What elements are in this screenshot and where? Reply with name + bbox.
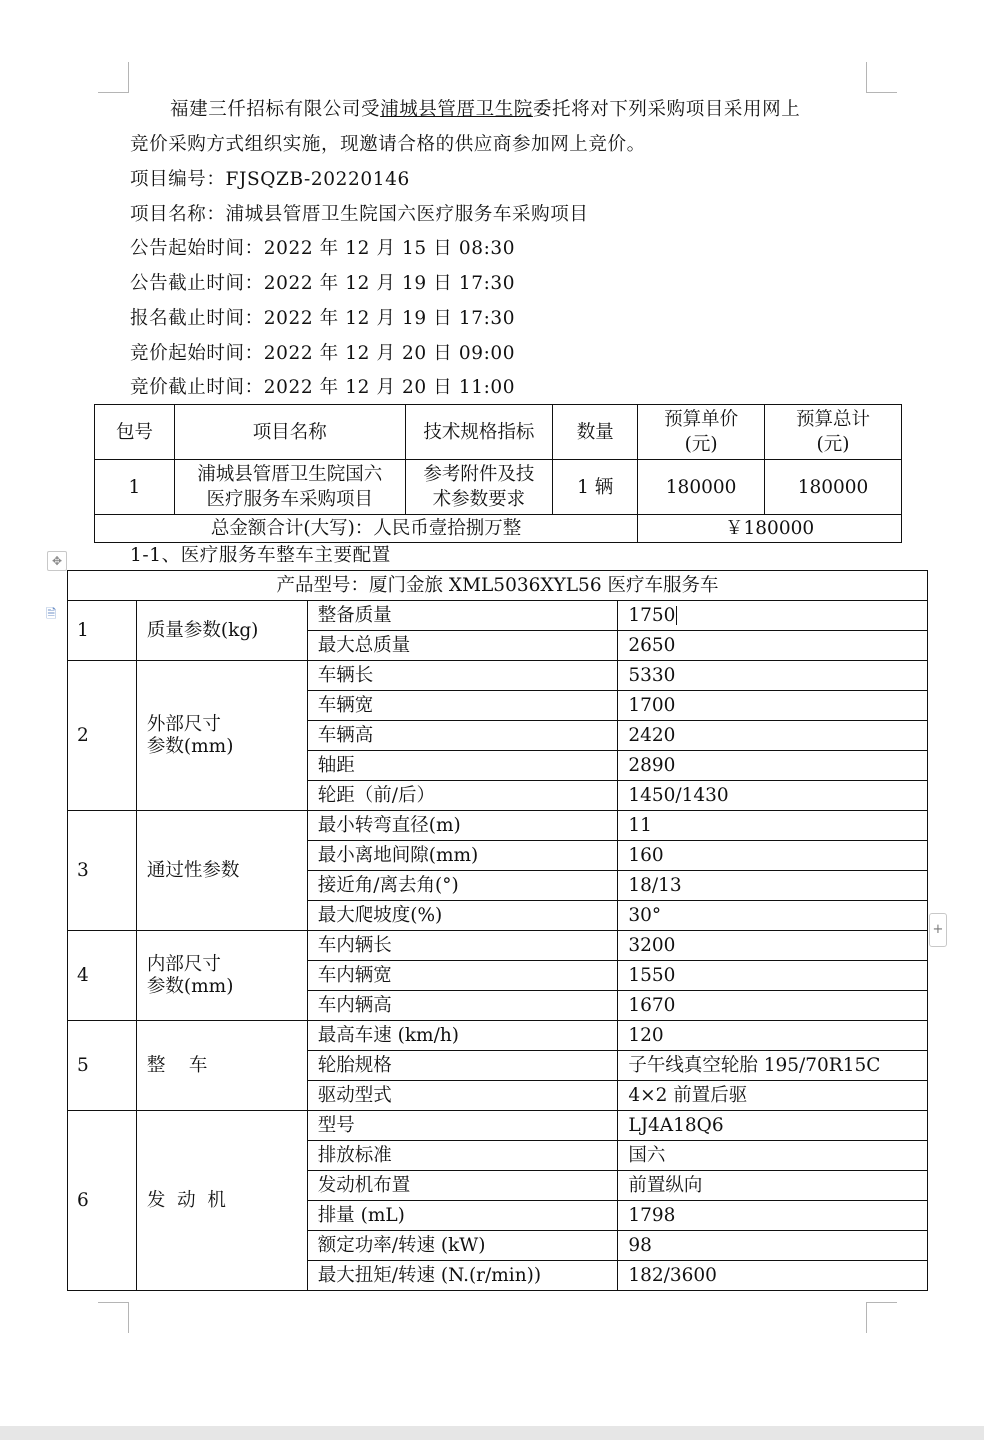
param-value: 182/3600 [618, 1261, 928, 1291]
param-value: 5330 [618, 661, 928, 691]
header-total [765, 405, 902, 460]
param-name: 车内辆宽 [307, 961, 618, 991]
notice-start-line [130, 238, 515, 260]
bid-end-line [130, 377, 515, 399]
param-name: 轮胎规格 [307, 1051, 618, 1081]
header-unit-price [638, 405, 765, 460]
table-row [68, 931, 928, 961]
field-label: 公告起始时间： [130, 238, 264, 259]
field-label: 竞价起始时间： [130, 343, 264, 364]
param-value[interactable] [618, 601, 928, 631]
param-name: 最大扭矩/转速 (N.(r/min)) [307, 1261, 618, 1291]
param-value: 18/13 [618, 871, 928, 901]
param-value: 前置纵向 [618, 1171, 928, 1201]
row-project-name [174, 460, 405, 515]
group-name: 发 动 机 [136, 1111, 307, 1291]
group-number: 2 [68, 661, 137, 811]
page-bottom-strip [0, 1426, 984, 1440]
group-name: 通过性参数 [136, 811, 307, 931]
param-name: 发动机布置 [307, 1171, 618, 1201]
group-number: 3 [68, 811, 137, 931]
header-total-l1: 预算总计 [796, 409, 871, 430]
config-table [67, 570, 928, 1291]
bid-table-header [95, 405, 902, 460]
param-value: 11 [618, 811, 928, 841]
table-row [68, 1021, 928, 1051]
row-project-name-l1: 浦城县管厝卫生院国六 [197, 464, 383, 485]
param-value: 120 [618, 1021, 928, 1051]
field-value: 2022 年 12 月 20 日 11:00 [263, 377, 516, 398]
bid-table-row [95, 460, 902, 515]
intro-line-1 [170, 99, 800, 121]
field-label: 竞价截止时间： [130, 377, 264, 398]
field-value: 2022 年 12 月 19 日 17:30 [263, 308, 516, 329]
page-corner-top-left [98, 62, 129, 93]
field-label: 项目名称： [130, 204, 226, 225]
param-value: LJ4A18Q6 [618, 1111, 928, 1141]
field-value: FJSQZB-20220146 [225, 169, 410, 190]
row-total: 180000 [765, 460, 902, 515]
header-package-no: 包号 [95, 405, 175, 460]
param-value: 国六 [618, 1141, 928, 1171]
header-unit-price-l2: (元) [684, 434, 718, 455]
field-label: 项目编号： [130, 169, 226, 190]
param-name: 车辆宽 [307, 691, 618, 721]
field-value: 2022 年 12 月 15 日 08:30 [263, 238, 516, 259]
row-spec [405, 460, 553, 515]
total-label: 总金额合计(大写)：人民币壹拾捌万整 [95, 515, 638, 543]
intro-suffix: 委托将对下列采购项目采用网上 [532, 99, 801, 120]
field-value: 2022 年 12 月 20 日 09:00 [263, 343, 516, 364]
param-value: 1550 [618, 961, 928, 991]
header-project-name: 项目名称 [174, 405, 405, 460]
param-value: 2420 [618, 721, 928, 751]
product-model: 产品型号：厦门金旅 XML5036XYL56 医疗车服务车 [68, 571, 928, 601]
header-quantity: 数量 [553, 405, 638, 460]
group-number: 6 [68, 1111, 137, 1291]
param-value: 1670 [618, 991, 928, 1021]
group-number: 4 [68, 931, 137, 1021]
param-name: 最大总质量 [307, 631, 618, 661]
param-name: 车内辆高 [307, 991, 618, 1021]
group-number: 5 [68, 1021, 137, 1111]
param-name: 排量 (mL) [307, 1201, 618, 1231]
row-spec-l1: 参考附件及技 [423, 464, 535, 485]
header-total-l2: (元) [816, 434, 850, 455]
param-name: 车辆长 [307, 661, 618, 691]
param-value: 30° [618, 901, 928, 931]
param-value: 1700 [618, 691, 928, 721]
param-name: 最大爬坡度(%) [307, 901, 618, 931]
group-name [136, 931, 307, 1021]
param-value: 3200 [618, 931, 928, 961]
signup-end-line [130, 308, 515, 330]
page-corner-top-right [866, 62, 897, 93]
total-value: ￥180000 [638, 515, 902, 543]
project-name-line [130, 204, 588, 226]
param-value: 1798 [618, 1201, 928, 1231]
document-icon[interactable]: 🗎 [46, 607, 57, 622]
group-name: 质量参数(kg) [136, 601, 307, 661]
text-cursor [676, 606, 677, 625]
param-name: 排放标准 [307, 1141, 618, 1171]
table-row [68, 1111, 928, 1141]
param-name: 轴距 [307, 751, 618, 781]
param-name: 车辆高 [307, 721, 618, 751]
param-name: 轮距（前/后） [307, 781, 618, 811]
group-name: 整 车 [136, 1021, 307, 1111]
group-name-l1: 内部尺寸 [146, 953, 221, 975]
field-label: 报名截止时间： [130, 308, 264, 329]
field-value: 浦城县管厝卫生院国六医疗服务车采购项目 [225, 204, 589, 225]
page-corner-bottom-right [866, 1302, 897, 1333]
client-name: 浦城县管厝卫生院 [380, 99, 533, 120]
field-label: 公告截止时间： [130, 273, 264, 294]
param-value: 1450/1430 [618, 781, 928, 811]
row-spec-l2: 术参数要求 [432, 489, 526, 510]
section-title: 1-1、医疗服务车整车主要配置 [130, 545, 391, 566]
project-number-line [130, 169, 410, 191]
notice-end-line [130, 273, 515, 295]
table-row [68, 661, 928, 691]
param-name: 驱动型式 [307, 1081, 618, 1111]
row-package-no: 1 [95, 460, 175, 515]
bid-start-line [130, 343, 515, 365]
group-name-l1: 外部尺寸 [146, 713, 221, 735]
header-spec: 技术规格指标 [405, 405, 553, 460]
bid-table-total-row [95, 515, 902, 543]
group-name-l2: 参数(mm) [146, 975, 234, 997]
plus-icon[interactable]: + [929, 913, 947, 947]
row-project-name-l2: 医疗服务车采购项目 [206, 489, 373, 510]
group-number: 1 [68, 601, 137, 661]
intro-prefix: 福建三仟招标有限公司受 [170, 99, 381, 120]
param-value: 2650 [618, 631, 928, 661]
group-name [136, 661, 307, 811]
param-value: 2890 [618, 751, 928, 781]
param-value: 98 [618, 1231, 928, 1261]
page-corner-bottom-left [98, 1302, 129, 1333]
group-name-l2: 参数(mm) [146, 735, 234, 757]
param-value: 4×2 前置后驱 [618, 1081, 928, 1111]
param-value-text: 1750 [628, 604, 676, 626]
param-value: 子午线真空轮胎 195/70R15C [618, 1051, 928, 1081]
move-icon[interactable]: ✥ [47, 551, 67, 571]
field-value: 2022 年 12 月 19 日 17:30 [263, 273, 516, 294]
param-name: 整备质量 [307, 601, 618, 631]
param-value: 160 [618, 841, 928, 871]
table-row [68, 811, 928, 841]
intro-line-2: 竞价采购方式组织实施，现邀请合格的供应商参加网上竞价。 [130, 134, 646, 155]
bid-table [94, 404, 902, 543]
param-name: 车内辆长 [307, 931, 618, 961]
header-unit-price-l1: 预算单价 [664, 409, 739, 430]
row-unit-price: 180000 [638, 460, 765, 515]
param-name: 接近角/离去角(°) [307, 871, 618, 901]
row-quantity: 1 辆 [553, 460, 638, 515]
param-name: 最高车速 (km/h) [307, 1021, 618, 1051]
param-name: 最小离地间隙(mm) [307, 841, 618, 871]
param-name: 额定功率/转速 (kW) [307, 1231, 618, 1261]
param-name: 型号 [307, 1111, 618, 1141]
config-title-row [68, 571, 928, 601]
param-name: 最小转弯直径(m) [307, 811, 618, 841]
table-row [68, 601, 928, 631]
